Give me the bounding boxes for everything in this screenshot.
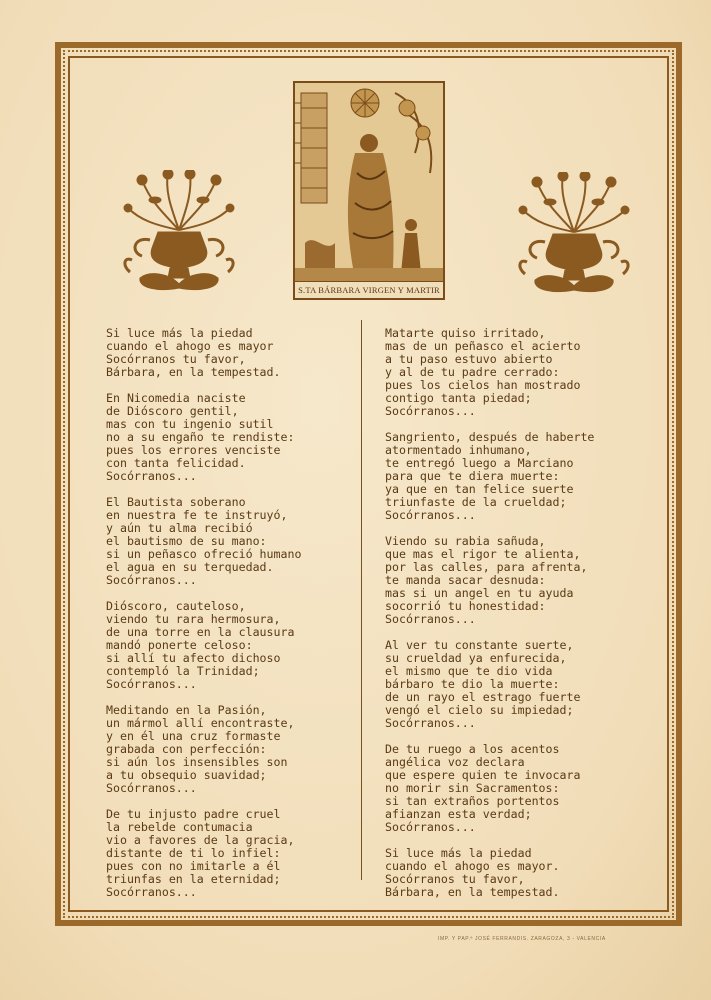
verse-line: socorrió tu honestidad:: [385, 599, 546, 613]
verse-stanza: [385, 327, 635, 418]
verse-line: Socórranos...: [106, 781, 197, 795]
verse-line: triunfas en la eternidad;: [106, 872, 281, 886]
verse-line: viendo tu rara hermosura,: [106, 612, 281, 626]
verse-line: vio a favores de la gracia,: [106, 833, 295, 847]
verse-line: mas de un peñasco el acierto: [385, 339, 581, 353]
verse-line: Matarte quiso irritado,: [385, 326, 546, 340]
verse-line: mandó ponerte celoso:: [106, 638, 253, 652]
left-verse-column: [106, 327, 336, 912]
verse-line: Socórranos...: [385, 820, 476, 834]
verse-line: Bárbara, en la tempestad.: [106, 365, 281, 379]
verse-line: Sangriento, después de haberte: [385, 430, 595, 444]
verse-line: de una torre en la clausura: [106, 625, 295, 639]
verse-stanza: [106, 600, 336, 691]
verse-line: a tu obsequio suavidad;: [106, 768, 267, 782]
verse-line: te entregó luego a Marciano: [385, 456, 574, 470]
verse-line: vengó el cielo su impiedad;: [385, 703, 574, 717]
verse-line: Bárbara, en la tempestad.: [385, 885, 560, 899]
verse-line: Socórranos tu favor,: [385, 872, 525, 886]
verse-line: Socórranos...: [106, 885, 197, 899]
verse-line: y aún tu alma recibió: [106, 521, 253, 535]
verse-line: Socórranos...: [106, 677, 197, 691]
verse-stanza: [385, 743, 635, 834]
verse-stanza: [385, 847, 635, 899]
verse-line: angélica voz declara: [385, 755, 525, 769]
verse-line: mas con tu ingenio sutil: [106, 417, 274, 431]
verse-line: contempló la Trinidad;: [106, 664, 260, 678]
verse-line: si aún los insensibles son: [106, 755, 288, 769]
right-verse-column: [385, 327, 635, 912]
verse-line: De tu injusto padre cruel: [106, 807, 281, 821]
verse-line: Socórranos...: [385, 404, 476, 418]
verse-line: si allí tu afecto dichoso: [106, 651, 281, 665]
verse-line: no a su engaño te rendiste:: [106, 430, 295, 444]
verse-line: que mas el rigor te alienta,: [385, 547, 581, 561]
verse-line: que espere quien te invocara: [385, 768, 581, 782]
verse-line: Meditando en la Pasión,: [106, 703, 267, 717]
verse-line: el mismo que te dio vida: [385, 664, 553, 678]
verse-line: pues los errores venciste: [106, 443, 281, 457]
verse-line: cuando el ahogo es mayor: [106, 339, 274, 353]
verse-line: ya que en tan felice suerte: [385, 482, 574, 496]
verse-line: te manda sacar desnuda:: [385, 573, 546, 587]
verse-line: Socórranos...: [385, 612, 476, 626]
verse-line: Si luce más la piedad: [385, 846, 532, 860]
woodcut-caption: S.TA BÁRBARA VIRGEN Y MARTIR: [295, 281, 443, 298]
verse-stanza: [106, 808, 336, 899]
verse-line: el agua en su terquedad.: [106, 560, 274, 574]
verse-line: cuando el ahogo es mayor.: [385, 859, 560, 873]
verse-line: contigo tanta piedad;: [385, 391, 532, 405]
verse-line: no morir sin Sacramentos:: [385, 781, 560, 795]
verse-line: En Nicomedia naciste: [106, 391, 246, 405]
column-divider: [361, 320, 362, 880]
verse-stanza: [106, 327, 336, 379]
verse-line: Socórranos...: [385, 716, 476, 730]
verse-line: y en él una cruz formaste: [106, 729, 281, 743]
flower-vase-ornament-right: [515, 172, 633, 297]
verse-line: Socórranos...: [385, 508, 476, 522]
verse-line: Socórranos...: [106, 573, 197, 587]
verse-line: con tanta felicidad.: [106, 456, 246, 470]
verse-line: en nuestra fe te instruyó,: [106, 508, 288, 522]
verse-line: Si luce más la piedad: [106, 326, 253, 340]
printer-imprint: IMP. Y PAP.ª JOSÉ FERRANDIS. ZARAGOZA, 3 - VALENCIA: [438, 936, 606, 942]
verse-line: a tu paso estuvo abierto: [385, 352, 553, 366]
woodcut-illustration: [295, 83, 443, 282]
verse-line: de un rayo el estrago fuerte: [385, 690, 581, 704]
verse-stanza: [106, 392, 336, 483]
verse-stanza: [106, 496, 336, 587]
verse-line: distante de ti lo infiel:: [106, 846, 281, 860]
verse-stanza: [385, 639, 635, 730]
verse-line: De tu ruego a los acentos: [385, 742, 560, 756]
verse-line: y al de tu padre cerrado:: [385, 365, 560, 379]
verse-line: triunfaste de la crueldad;: [385, 495, 567, 509]
verse-line: de Dióscoro gentil,: [106, 404, 239, 418]
verse-line: El Bautista soberano: [106, 495, 246, 509]
verse-line: atormentado inhumano,: [385, 443, 532, 457]
verse-line: si tan extraños portentos: [385, 794, 560, 808]
verse-line: Dióscoro, cauteloso,: [106, 599, 246, 613]
verse-stanza: [106, 704, 336, 795]
verse-line: para que te diera muerte:: [385, 469, 560, 483]
verse-line: bárbaro te dio la muerte:: [385, 677, 560, 691]
verse-line: el bautismo de su mano:: [106, 534, 267, 548]
saint-barbara-woodcut-image: [293, 81, 445, 300]
flower-vase-ornament-left: [120, 170, 238, 295]
verse-line: Socórranos tu favor,: [106, 352, 246, 366]
verse-line: afianzan esta verdad;: [385, 807, 532, 821]
verse-line: Al ver tu constante suerte,: [385, 638, 574, 652]
verse-line: un mármol allí encontraste,: [106, 716, 295, 730]
verse-line: Socórranos...: [106, 469, 197, 483]
verse-line: pues con no imitarle a él: [106, 859, 281, 873]
verse-stanza: [385, 431, 635, 522]
verse-line: Viendo su rabia sañuda,: [385, 534, 546, 548]
verse-line: por las calles, para afrenta,: [385, 560, 588, 574]
verse-line: su crueldad ya enfurecida,: [385, 651, 567, 665]
verse-line: la rebelde contumacia: [106, 820, 253, 834]
verse-line: pues los cielos han mostrado: [385, 378, 581, 392]
verse-line: si un peñasco ofreció humano: [106, 547, 302, 561]
verse-line: grabada con perfección:: [106, 742, 267, 756]
verse-line: mas si un angel en tu ayuda: [385, 586, 574, 600]
verse-stanza: [385, 535, 635, 626]
